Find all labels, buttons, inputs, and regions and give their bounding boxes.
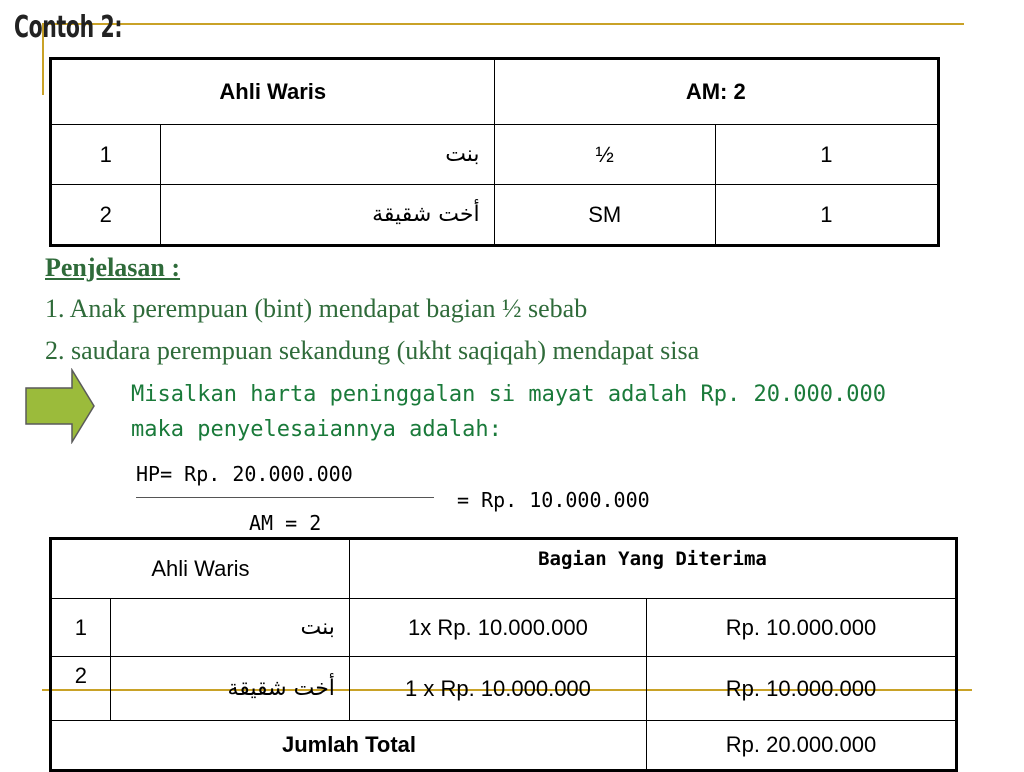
distribution-table xyxy=(49,537,958,772)
row-number: 1 xyxy=(51,599,111,657)
share-table-header xyxy=(51,59,939,125)
share-table xyxy=(49,57,940,247)
heir-name: أخت شقيقة xyxy=(110,657,349,721)
heir-value: 1 xyxy=(715,185,938,246)
row-number: 1 xyxy=(51,125,161,185)
example-line-1: Misalkan harta peninggalan si mayat adalah Rp. 20.000.000 xyxy=(131,382,886,407)
header-am: AM: 2 xyxy=(494,59,938,125)
share-formula: 1x Rp. 10.000.000 xyxy=(349,599,646,657)
heir-value: 1 xyxy=(715,125,938,185)
explanation-line-2: 2. saudara perempuan sekandung (ukht saqiqah) mendapat sisa xyxy=(45,336,700,365)
table-row xyxy=(51,125,939,185)
explanation-heading: Penjelasan : xyxy=(45,253,181,282)
share-formula: 1 x Rp. 10.000.000 xyxy=(349,657,646,721)
share-amount: Rp. 10.000.000 xyxy=(646,657,956,721)
table-row xyxy=(51,657,957,721)
heir-share: ½ xyxy=(494,125,715,185)
share-amount: Rp. 10.000.000 xyxy=(646,599,956,657)
heir-name: بنت xyxy=(110,599,349,657)
heir-name: بنت xyxy=(160,125,494,185)
fraction-bar xyxy=(136,497,434,498)
row-number: 2 xyxy=(51,657,111,721)
total-row xyxy=(51,721,957,771)
slide-title: Contoh 2: xyxy=(14,10,123,45)
header-received: Bagian Yang Diterima xyxy=(349,539,956,599)
calc-result: = Rp. 10.000.000 xyxy=(457,488,650,512)
calc-denominator: AM = 2 xyxy=(249,511,322,535)
table-row xyxy=(51,599,957,657)
right-arrow-icon xyxy=(24,368,96,444)
calc-numerator: HP= Rp. 20.000.000 xyxy=(136,462,353,486)
header-heir: Ahli Waris xyxy=(51,539,350,599)
top-accent-line xyxy=(42,23,964,25)
explanation-line-1: 1. Anak perempuan (bint) mendapat bagian ½ sebab xyxy=(45,294,588,323)
total-label: Jumlah Total xyxy=(51,721,647,771)
heir-share: SM xyxy=(494,185,715,246)
distribution-table-header xyxy=(51,539,957,599)
table-row xyxy=(51,185,939,246)
example-line-2: maka penyelesaiannya adalah: xyxy=(131,417,502,442)
total-amount: Rp. 20.000.000 xyxy=(646,721,956,771)
row-number: 2 xyxy=(51,185,161,246)
header-heir: Ahli Waris xyxy=(51,59,495,125)
heir-name: أخت شقيقة xyxy=(160,185,494,246)
